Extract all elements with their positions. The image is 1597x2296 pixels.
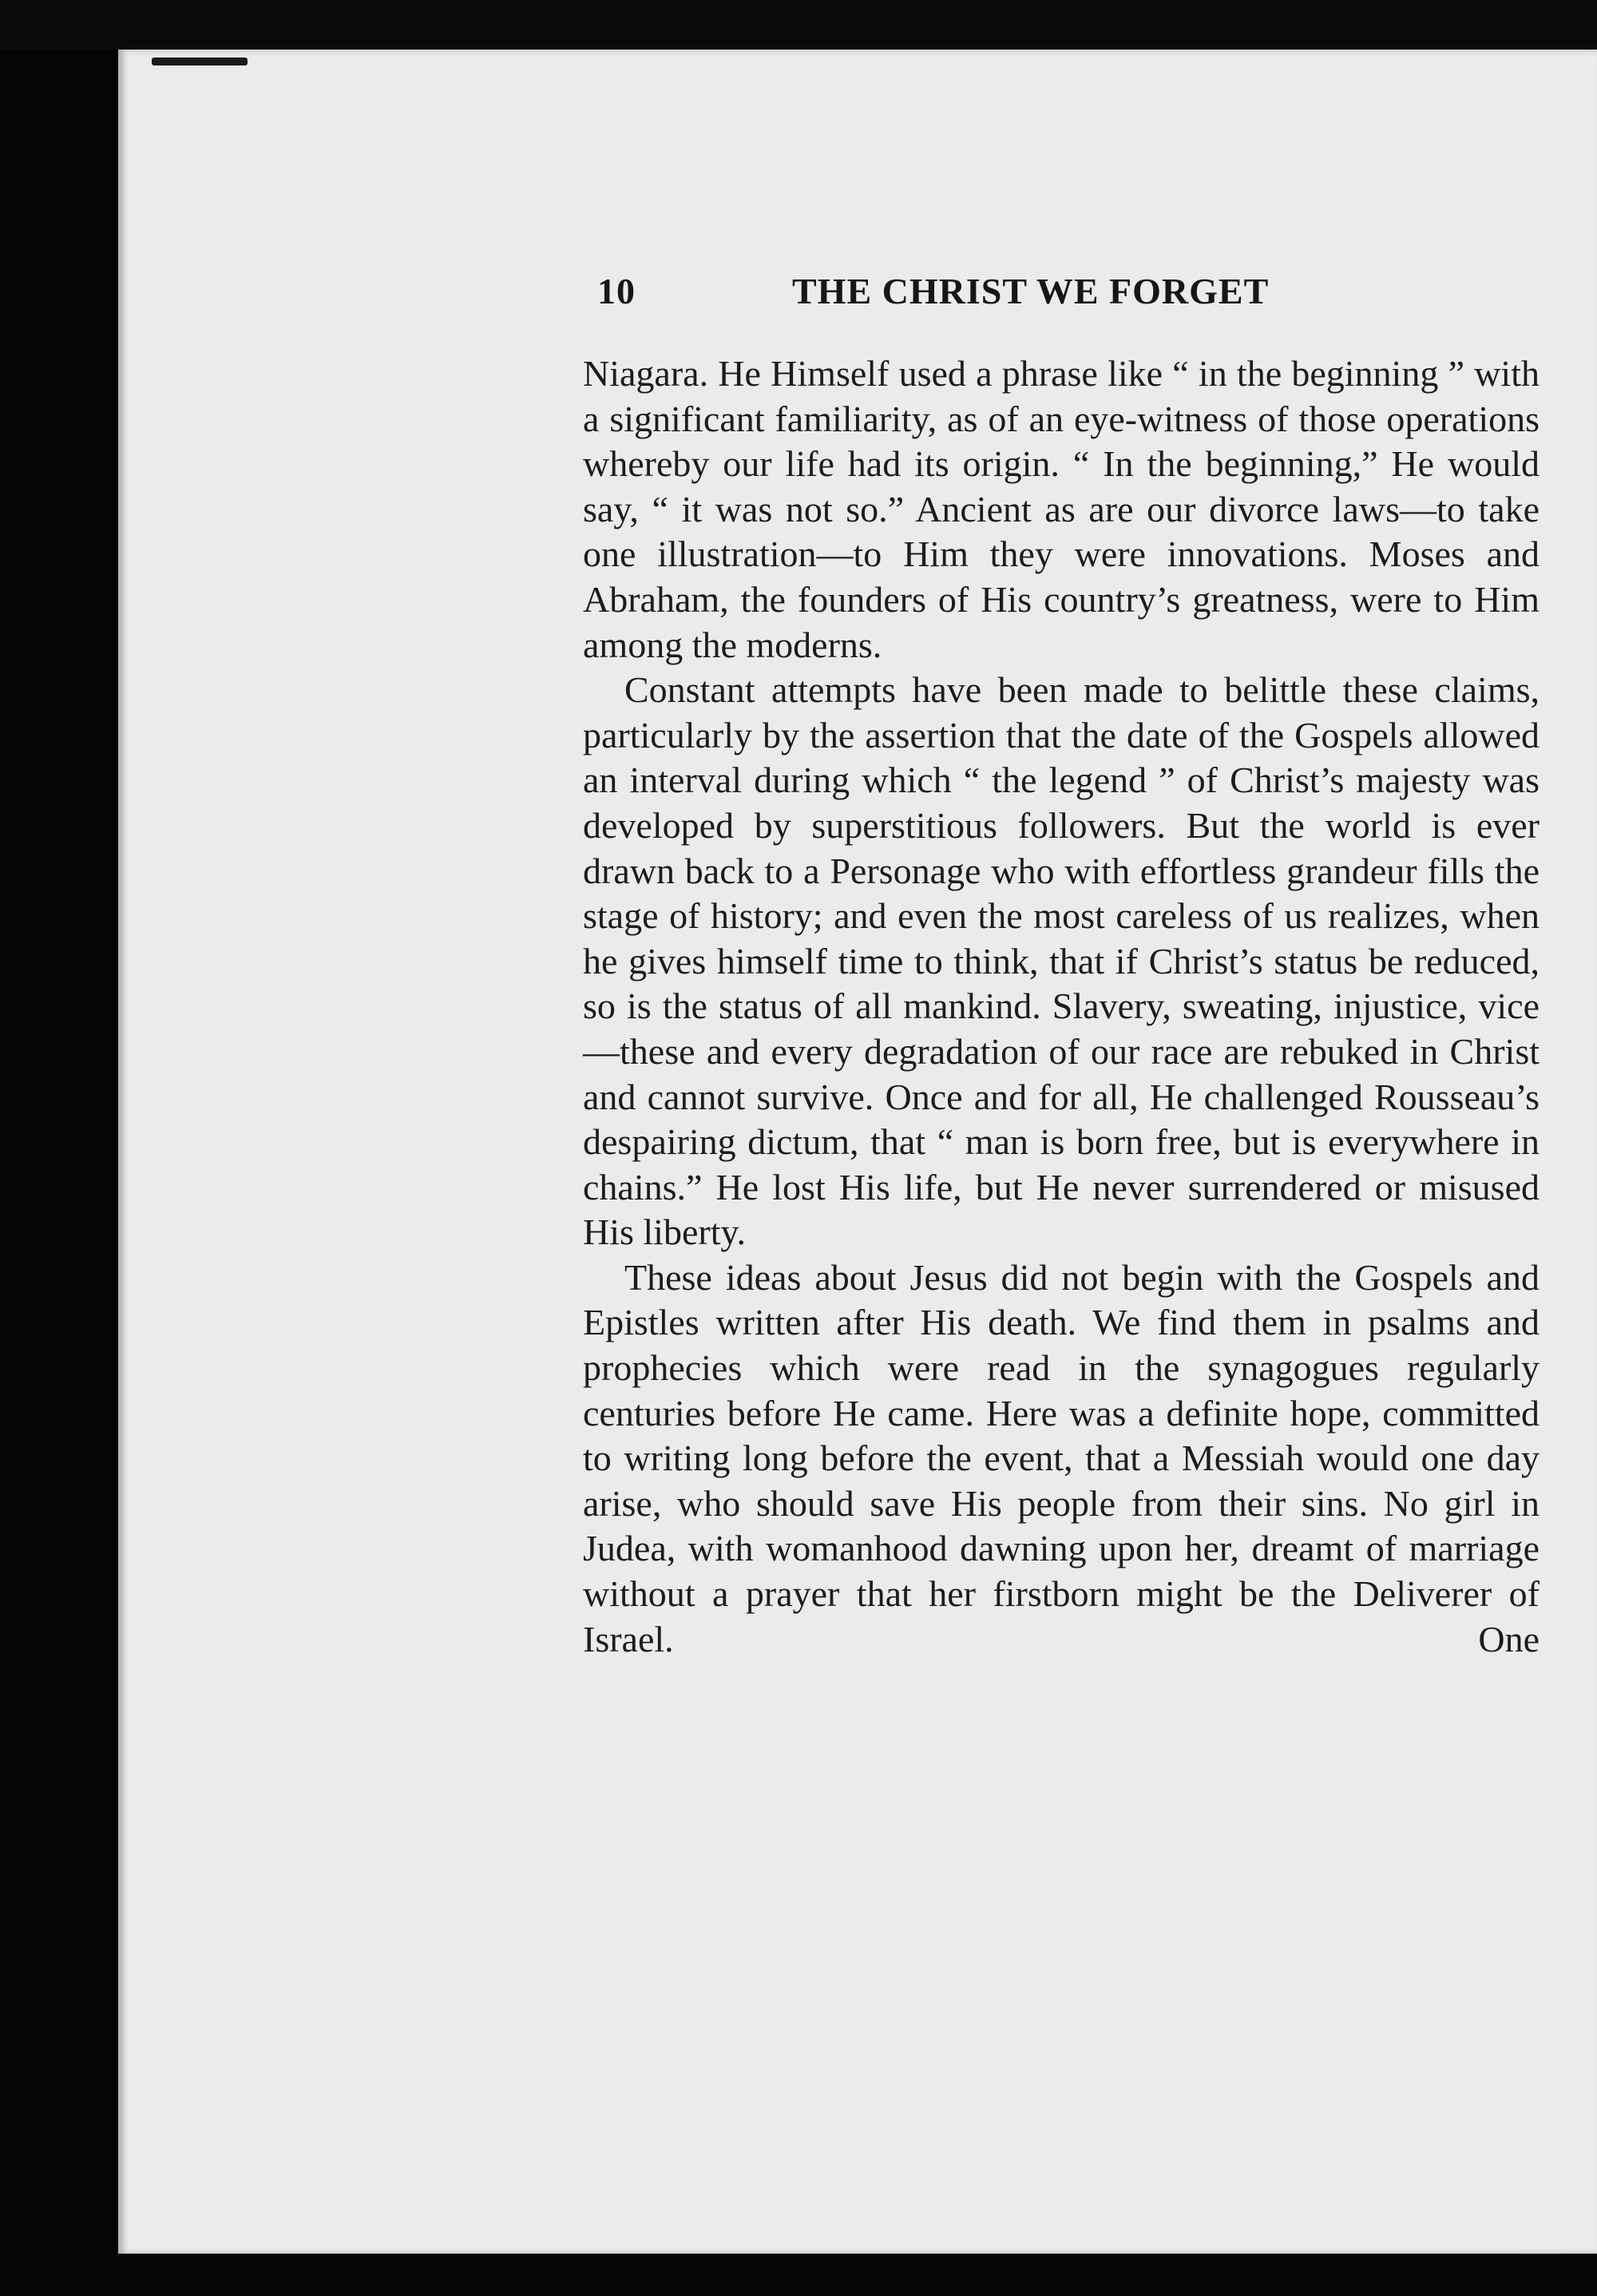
scan-border-top	[0, 0, 1597, 50]
paragraph-2: Constant attempts have been made to belittle these claims, particularly by the assertion that the date of the Gospels allowed an interval during which “ the legend ” of Christ’s majesty was developed by superstitious followers. But the world is ever drawn back to a Personage who with effortless grandeur fills the stage of history; and even the most careless of us realizes, when he gives himself time to think, that if Christ’s status be reduced, so is the status of all mankind. Slavery, sweating, injustice, vice—these and every degradation of our race are rebuked in Christ and cannot survive. Once and for all, He challenged Rousseau’s despairing dictum, that “ man is born free, but is everywhere in chains.” He lost His life, but He never surrendered or misused His liberty.	[583, 669, 1540, 1253]
body-text	[583, 351, 1540, 1662]
paragraph-1: Niagara. He Himself used a phrase like “ in the beginning ” with a significant familiarity, as of an eye-witness of those operations whereby our life had its origin. “ In the beginning,” He would say, “ it was not so.” Ancient as are our divorce laws—to take one illustration—to Him they were innovations. Moses and Abraham, the founders of His country’s greatness, were to Him among the moderns.	[583, 353, 1540, 665]
paragraph-3: These ideas about Jesus did not begin with the Gospels and Epistles written after His death. We find them in psalms and prophecies which were read in the synagogues regularly centuries before He came. Here was a definite hope, committed to writing long before the event, that a Messiah would one day arise, who should save His people from their sins. No girl in Judea, with womanhood dawning upon her, dreamt of marriage without a prayer that her firstborn might be the Deliverer of Israel. One	[583, 1256, 1540, 1660]
page-number: 10	[597, 271, 636, 311]
page-edge-mark	[152, 57, 248, 65]
page-header	[597, 270, 1532, 326]
running-title: THE CHRIST WE FORGET	[792, 271, 1270, 311]
scan-border-bottom	[0, 2254, 1597, 2296]
